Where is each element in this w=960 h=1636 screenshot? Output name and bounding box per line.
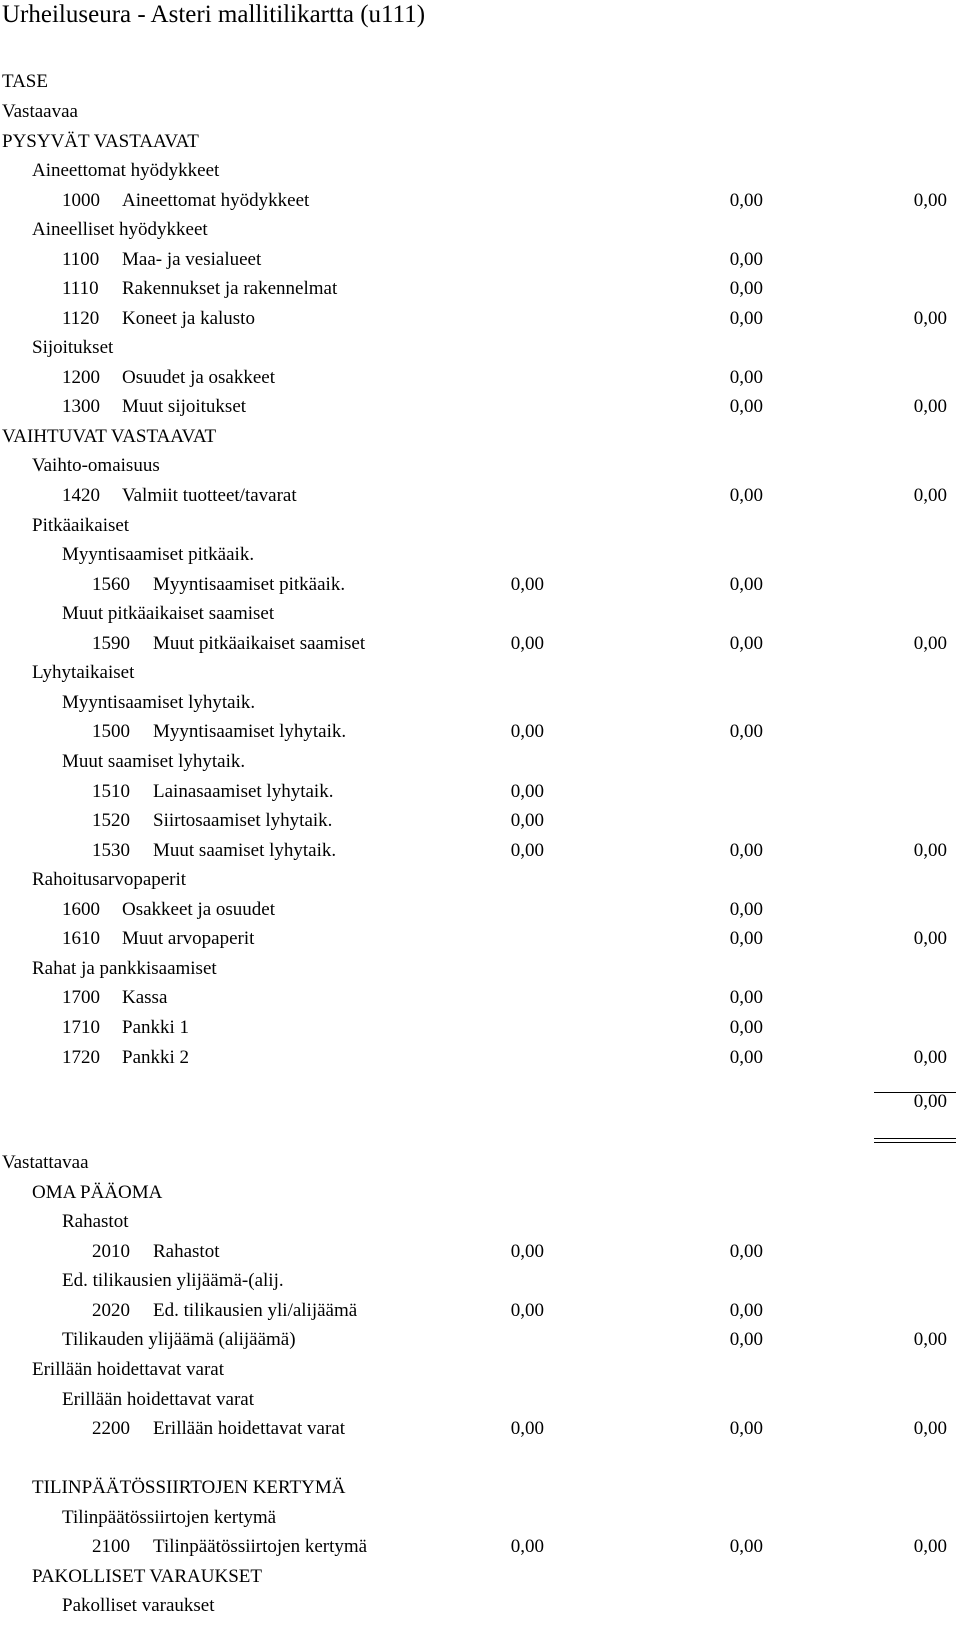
section-heading [0,658,960,688]
account-name: Kassa [122,987,168,1008]
section-heading [0,1503,960,1533]
section-label: TILINPÄÄTÖSSIIRTOJEN KERTYMÄ [32,1477,346,1498]
amount-column-3: 0,00 [913,190,947,211]
account-name: Muut arvopaperit [122,928,255,949]
account-row [0,1013,960,1043]
section-label: Rahoitusarvopaperit [32,869,187,890]
section-heading [0,954,960,984]
amount-column-3: 0,00 [913,485,947,506]
account-number: 1610 [62,928,100,949]
account-row [0,629,960,659]
page-title: Urheiluseura - Asteri mallitilikartta (u111) [2,1,426,28]
account-number: 1500 [92,721,130,742]
account-number: 1720 [62,1047,100,1068]
section-label: Tilinpäätössiirtojen kertymä [62,1507,277,1528]
account-name: Myyntisaamiset pitkäaik. [153,574,346,595]
account-name: Valmiit tuotteet/tavarat [122,485,297,506]
account-number: 1300 [62,396,100,417]
account-row [0,1237,960,1267]
section-label: Myyntisaamiset lyhytaik. [62,692,256,713]
section-label: Pakolliset varaukset [62,1595,215,1616]
account-number: 1530 [92,840,130,861]
section-label: Vastaavaa [2,101,78,122]
amount-column-1: 0,00 [510,721,544,742]
account-row [0,983,960,1013]
amount-column-2: 0,00 [729,633,763,654]
amount-column-2: 0,00 [729,721,763,742]
account-row [0,1043,960,1073]
grand-total-row [0,1087,960,1117]
section-heading [0,451,960,481]
amount-column-2: 0,00 [729,278,763,299]
account-row [0,570,960,600]
account-number: 1520 [92,810,130,831]
amount-column-2: 0,00 [729,899,763,920]
section-heading [0,599,960,629]
section-heading [0,127,960,157]
account-number: 1590 [92,633,130,654]
section-heading [0,688,960,718]
total-double-rule-bottom [874,1142,956,1143]
account-name: Siirtosaamiset lyhytaik. [153,810,333,831]
account-number: 1100 [62,249,100,270]
section-heading [0,511,960,541]
account-name: Tilinpäätössiirtojen kertymä [153,1536,368,1557]
amount-column-2: 0,00 [729,1047,763,1068]
account-name: Koneet ja kalusto [122,308,255,329]
amount-column-2: 0,00 [729,485,763,506]
section-label: Lyhytaikaiset [32,662,135,683]
account-number: 1200 [62,367,100,388]
account-name: Pankki 1 [122,1017,190,1038]
account-number: 2200 [92,1418,130,1439]
section-label: Pitkäaikaiset [32,515,130,536]
section-heading [0,1355,960,1385]
amount-column-3: 0,00 [913,928,947,949]
amount-column-2: 0,00 [729,574,763,595]
section-label: Erillään hoidettavat varat [62,1389,255,1410]
account-number: 2100 [92,1536,130,1557]
account-row [0,1414,960,1444]
account-row [0,1296,960,1326]
section-heading [0,333,960,363]
section-label: Ed. tilikausien ylijäämä-(alij. [62,1270,284,1291]
section-heading [0,1148,960,1178]
amount-column-2: 0,00 [729,367,763,388]
section-heading [0,1562,960,1592]
account-name: Osuudet ja osakkeet [122,367,276,388]
amount-column-2: 0,00 [729,308,763,329]
account-name: Muut saamiset lyhytaik. [153,840,337,861]
section-heading [0,1385,960,1415]
amount-column-1: 0,00 [510,1536,544,1557]
amount-column-2: 0,00 [729,1418,763,1439]
section-heading [0,1207,960,1237]
account-row [0,274,960,304]
account-row [0,245,960,275]
account-name: Myyntisaamiset lyhytaik. [153,721,347,742]
account-row [0,806,960,836]
account-row [0,186,960,216]
account-name: Rahastot [153,1241,220,1262]
account-number: 1110 [62,278,99,299]
account-name: Rakennukset ja rakennelmat [122,278,338,299]
account-number: 1560 [92,574,130,595]
amount-column-2: 0,00 [729,1241,763,1262]
account-row [0,836,960,866]
section-heading [0,1178,960,1208]
section-label: Sijoitukset [32,337,114,358]
account-number: 1120 [62,308,100,329]
section-heading [0,1591,960,1621]
section-label: Muut saamiset lyhytaik. [62,751,246,772]
section-label: Myyntisaamiset pitkäaik. [62,544,255,565]
section-heading [0,1473,960,1503]
account-row [0,1532,960,1562]
section-label: VAIHTUVAT VASTAAVAT [2,426,217,447]
account-name: Erillään hoidettavat varat [153,1418,346,1439]
amount-column-3: 0,00 [913,633,947,654]
amount-column-2: 0,00 [729,928,763,949]
account-number: 1420 [62,485,100,506]
section-heading [0,540,960,570]
amount-column-1: 0,00 [510,810,544,831]
amount-column-3: 0,00 [913,1418,947,1439]
section-heading [0,1325,960,1355]
amount-column-1: 0,00 [510,1241,544,1262]
section-heading [0,97,960,127]
section-label: Rahastot [62,1211,129,1232]
section-label: PYSYVÄT VASTAAVAT [2,131,199,152]
amount-column-1: 0,00 [510,1418,544,1439]
account-name: Pankki 2 [122,1047,190,1068]
account-number: 1710 [62,1017,100,1038]
section-heading [0,865,960,895]
account-row [0,392,960,422]
section-heading [0,747,960,777]
account-row [0,363,960,393]
section-heading [0,215,960,245]
amount-column-3: 0,00 [913,396,947,417]
total-single-rule [874,1092,956,1093]
amount-column-1: 0,00 [510,1300,544,1321]
section-label: Aineettomat hyödykkeet [32,160,220,181]
amount-column-2: 0,00 [729,1017,763,1038]
amount-column-1: 0,00 [510,574,544,595]
account-row [0,304,960,334]
account-row [0,717,960,747]
section-label: Aineelliset hyödykkeet [32,219,208,240]
account-number: 1700 [62,987,100,1008]
account-number: 1600 [62,899,100,920]
account-name: Ed. tilikausien yli/alijäämä [153,1300,358,1321]
section-label: Muut pitkäaikaiset saamiset [62,603,275,624]
section-label: PAKOLLISET VARAUKSET [32,1566,262,1587]
amount-column-2: 0,00 [729,1536,763,1557]
account-row [0,481,960,511]
amount-column-2: 0,00 [729,249,763,270]
account-name: Lainasaamiset lyhytaik. [153,781,334,802]
amount-column-2: 0,00 [729,190,763,211]
amount-column-3: 0,00 [913,1329,947,1350]
section-heading [0,67,960,97]
total-double-rule-top [874,1138,956,1139]
account-name: Osakkeet ja osuudet [122,899,276,920]
section-label: Vastattavaa [2,1152,89,1173]
account-row [0,777,960,807]
amount-column-3: 0,00 [913,840,947,861]
amount-column-2: 0,00 [729,840,763,861]
account-name: Maa- ja vesialueet [122,249,262,270]
amount-column-3: 0,00 [913,1091,947,1112]
section-label: Rahat ja pankkisaamiset [32,958,217,979]
amount-column-1: 0,00 [510,840,544,861]
account-number: 2020 [92,1300,130,1321]
amount-column-2: 0,00 [729,1329,763,1350]
amount-column-2: 0,00 [729,987,763,1008]
amount-column-3: 0,00 [913,1047,947,1068]
account-number: 1510 [92,781,130,802]
section-heading [0,1266,960,1296]
account-number: 2010 [92,1241,130,1262]
amount-column-2: 0,00 [729,1300,763,1321]
account-name: Muut pitkäaikaiset saamiset [153,633,366,654]
section-label: OMA PÄÄOMA [32,1182,163,1203]
section-label: TASE [2,71,48,92]
amount-column-1: 0,00 [510,633,544,654]
account-row [0,924,960,954]
section-label: Erillään hoidettavat varat [32,1359,225,1380]
section-label: Tilikauden ylijäämä (alijäämä) [62,1329,296,1350]
account-name: Aineettomat hyödykkeet [122,190,310,211]
amount-column-3: 0,00 [913,1536,947,1557]
account-row [0,895,960,925]
amount-column-1: 0,00 [510,781,544,802]
section-heading [0,156,960,186]
amount-column-2: 0,00 [729,396,763,417]
account-number: 1000 [62,190,100,211]
amount-column-3: 0,00 [913,308,947,329]
section-label: Vaihto-omaisuus [32,455,160,476]
account-name: Muut sijoitukset [122,396,247,417]
section-heading [0,422,960,452]
